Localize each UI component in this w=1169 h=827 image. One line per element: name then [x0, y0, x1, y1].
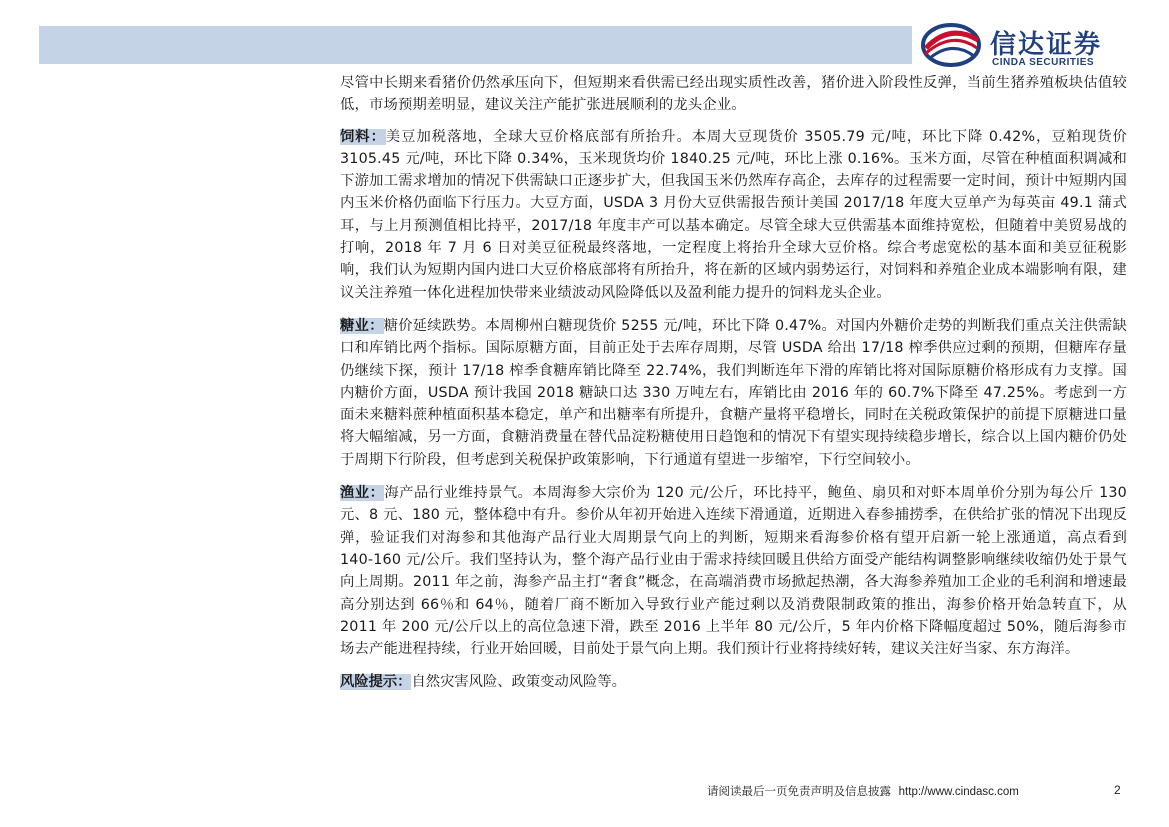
- logo-chinese-text: 信达证券: [990, 30, 1103, 60]
- cinda-logo-icon: [920, 18, 982, 72]
- feed-text: 美豆加税落地，全球大豆价格底部有所抬升。本周大豆现货价 3505.79 元/吨，环比下降 0.42%，豆粕现货价 3105.45 元/吨，环比下降 0.34%，玉米现货均价 1840.25 元/吨，环比上涨 0.16%。玉米方面，尽管在种植面积调减和下游加工需求增加的情况下供需缺口正逐步扩大，但我国玉米仍然库存高企，去库存的过程需要一定时间，预计中短期内国内玉米价格仍面临下行压力。大豆方面，USDA 3 月份大豆供需报告预计美国 2017/18 年度大豆单产为每英亩 49.1 蒲式耳，与上月预测值相比持平，2017/18 年度丰产可以基本确定。尽管全球大豆供需基本面维持宽松，但随着中美贸易战的打响，2018 年 7 月 6 日对美豆征税最终落地，一定程度上将抬升全球大豆价格。综合考虑宽松的基本面和美豆征税影响，我们认为短期内国内进口大豆价格底部将有所抬升，将在新的区域内弱势运行，对饲料和养殖企业成本端影响有限，建议关注养殖一体化进程加快带来业绩波动风险降低以及盈利能力提升的饲料龙头企业。: [340, 128, 1127, 301]
- fishery-heading: 渔业：: [340, 485, 385, 502]
- report-body: [340, 72, 1127, 694]
- sugar-heading: 糖业：: [340, 317, 384, 334]
- footer-url-link[interactable]: http://www.cindasc.com: [898, 786, 1019, 798]
- page-footer: [0, 783, 1169, 803]
- header-bar: [39, 26, 912, 64]
- cinda-logo: [920, 18, 1130, 72]
- sugar-text: 糖价延续跌势。本周柳州白糖现货价 5255 元/吨，环比下降 0.47%。对国内外糖价走势的判断我们重点关注供需缺口和库销比两个指标。国际原糖方面，目前正处于去库存周期，尽管 USDA 给出 17/18 榨季供应过剩的预期，但糖库存量仍继续下探，预计 17/18 榨季食糖库销比降至 22.74%，我们判断连年下滑的库销比将对国际原糖价格形成有力支撑。国内糖价方面，USDA 预计我国 2018 糖缺口达 330 万吨左右，库销比由 2016 年的 60.7%下降至 47.25%。考虑到一方面未来糖料蔗种植面积基本稳定，单产和出糖率有所提升，食糖产量将平稳增长，同时在关税政策保护的前提下原糖进口量将大幅缩减，另一方面，食糖消费量在替代品淀粉糖使用日趋饱和的情况下有望实现持续稳步增长，综合以上国内糖价仍处于周期下行阶段，但考虑到关税保护政策影响，下行通道有望进一步缩窄，下行空间较小。: [340, 317, 1127, 468]
- footer-disclaimer: 请阅读最后一页免责声明及信息披露: [707, 784, 891, 798]
- fishery-paragraph: [340, 482, 1127, 660]
- risk-text: 自然灾害风险、政策变动风险等。: [411, 674, 626, 691]
- intro-paragraph: 尽管中长期来看猪价仍然承压向下，但短期来看供需已经出现实质性改善，猪价进入阶段性反弹，当前生猪养殖板块估值较低，市场预期差明显，建议关注产能扩张进展顺利的龙头企业。: [340, 75, 1127, 114]
- footer-disclaimer-line: [707, 783, 1019, 799]
- feed-paragraph: [340, 126, 1127, 304]
- fishery-text: 海产品行业维持景气。本周海参大宗价为 120 元/公斤，环比持平，鲍鱼、扇贝和对虾本周单价分别为每公斤 130 元、8 元、180 元，整体稳中有升。参价从年初开始进入连续下滑通道，近期进入春参捕捞季，在供给扩张的情况下出现反弹，验证我们对海参和其他海产品行业大周期景气向上的判断，短期来看海参价格有望开启新一轮上涨通道，高点看到 140-160 元/公斤。我们坚持认为，整个海产品行业由于需求持续回暖且供给方面受产能结构调整影响继续收缩仍处于景气向上周期。2011 年之前，海参产品主打“奢食”概念，在高端消费市场掀起热潮，各大海参养殖加工企业的毛利润和增速最高分别达到 66％和 64％，随着厂商不断加入导致行业产能过剩以及消费限制政策的推出，海参价格开始急转直下，从 2011 年 200 元/公斤以上的高位急速下滑，跌至 2016 上半年 80 元/公斤，5 年内价格下降幅度超过 50%，随后海参市场去产能进程持续，行业开始回暖，目前处于景气向上期。我们预计行业将持续好转，建议关注好当家、东方海洋。: [340, 485, 1127, 658]
- page-number: 2: [1114, 783, 1121, 797]
- feed-heading: 饲料：: [340, 128, 386, 145]
- risk-paragraph: [340, 671, 1127, 693]
- risk-heading: 风险提示：: [340, 674, 412, 691]
- sugar-paragraph: [340, 315, 1127, 471]
- logo-english-text: CINDA SECURITIES: [992, 57, 1095, 68]
